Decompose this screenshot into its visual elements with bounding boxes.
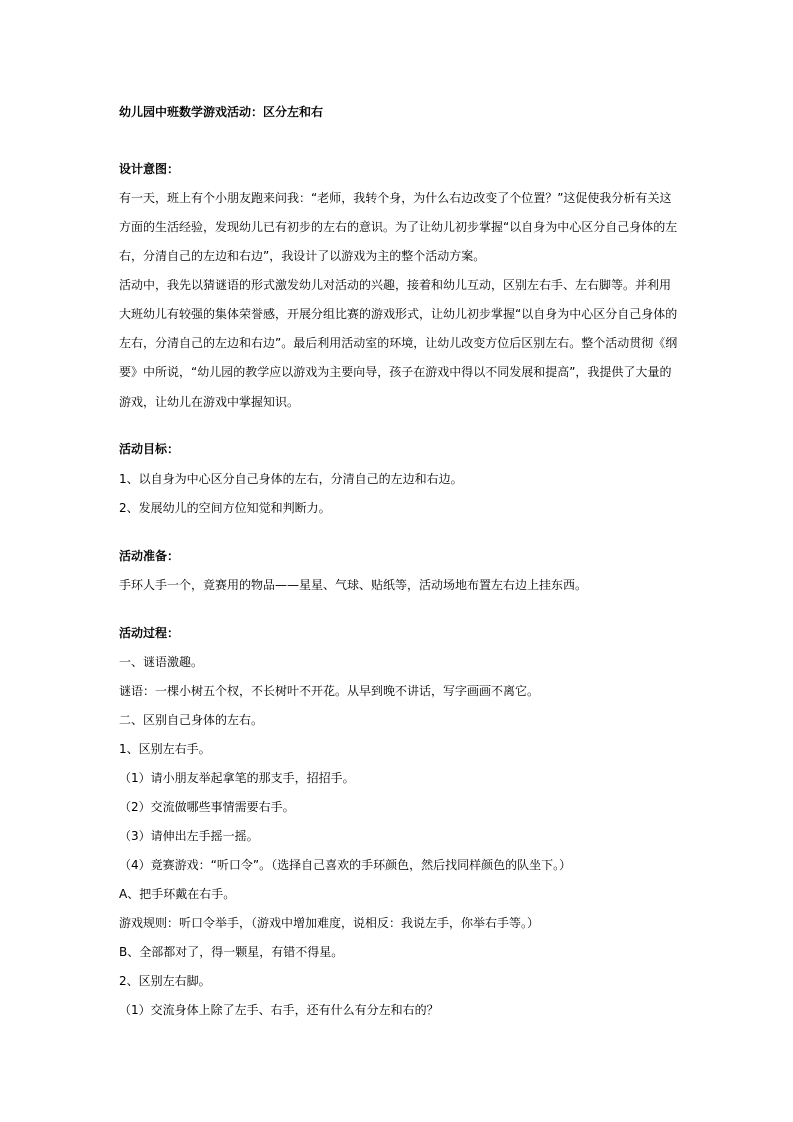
- process-line: A、把手环戴在右手。: [119, 887, 236, 901]
- process-line: 一、谜语激趣。: [119, 655, 204, 669]
- design-line: 大班幼儿有较强的集体荣誉感，开展分组比赛的游戏形式，让幼儿初步掌握“以自身为中心区分自己身体的: [119, 307, 678, 321]
- goal-line: 1、以自身为中心区分自己身体的左右，分清自己的左边和右边。: [119, 472, 463, 486]
- process-line: （2）交流做哪些事情需要右手。: [119, 800, 295, 814]
- process-line: 1、区别左右手。: [119, 742, 211, 756]
- process-line: 二、区别自己身体的左右。: [119, 713, 264, 727]
- process-line: 谜语：一棵小树五个杈，不长树叶不开花。从早到晚不讲话，写字画画不离它。: [119, 684, 540, 698]
- goal-line: 2、发展幼儿的空间方位知觉和判断力。: [119, 501, 331, 515]
- design-line: 游戏，让幼儿在游戏中掌握知识。: [119, 395, 300, 409]
- design-line: 左右，分清自己的左边和右边”。最后利用活动室的环境，让幼儿改变方位后区别左右。整个活动贯彻《纲: [119, 336, 678, 350]
- design-line: 活动中，我先以猜谜语的形式激发幼儿对活动的兴趣，接着和幼儿互动，区别左右手、左右脚等。并利用: [119, 278, 672, 292]
- process-line: （1）交流身体上除了左手、右手，还有什么有分左和右的？: [119, 1003, 439, 1017]
- prep-heading: 活动准备：: [119, 549, 180, 563]
- process-line: 游戏规则：听口令举手，（游戏中增加难度，说相反：我说左手，你举右手等。）: [119, 916, 540, 930]
- design-heading: 设计意图：: [119, 162, 180, 176]
- process-heading: 活动过程：: [119, 626, 180, 640]
- prep-line: 手环人手一个，竟赛用的物品——星星、气球、贴纸等，活动场地布置左右边上挂东西。: [119, 578, 588, 592]
- process-line: （1）请小朋友举起拿笔的那支手，招招手。: [119, 771, 355, 785]
- design-line: 右，分清自己的左边和右边”，我设计了以游戏为主的整个活动方案。: [119, 249, 486, 263]
- design-line: 要》中所说，“幼儿园的教学应以游戏为主要向导，孩子在游戏中得以不同发展和提高”，我提供了大量的: [119, 365, 672, 379]
- process-line: （4）竟赛游戏：“听口令”。（选择自己喜欢的手环颜色，然后找同样颜色的队坐下。）: [119, 858, 572, 872]
- goal-heading: 活动目标：: [119, 442, 180, 456]
- design-line: 有一天，班上有个小朋友跑来问我：“老师，我转个身，为什么右边改变了个位置？”这促使我分析有关这: [119, 191, 672, 205]
- process-line: B、全部都对了，得一颗星，有错不得星。: [119, 945, 344, 959]
- process-line: 2、区别左右脚。: [119, 974, 211, 988]
- design-line: 方面的生活经验，发现幼儿已有初步的左右的意识。为了让幼儿初步掌握“以自身为中心区分自己身体的左: [119, 220, 678, 234]
- document-title: 幼儿园中班数学游戏活动：区分左和右: [119, 105, 324, 119]
- process-line: （3）请伸出左手摇一摇。: [119, 829, 259, 843]
